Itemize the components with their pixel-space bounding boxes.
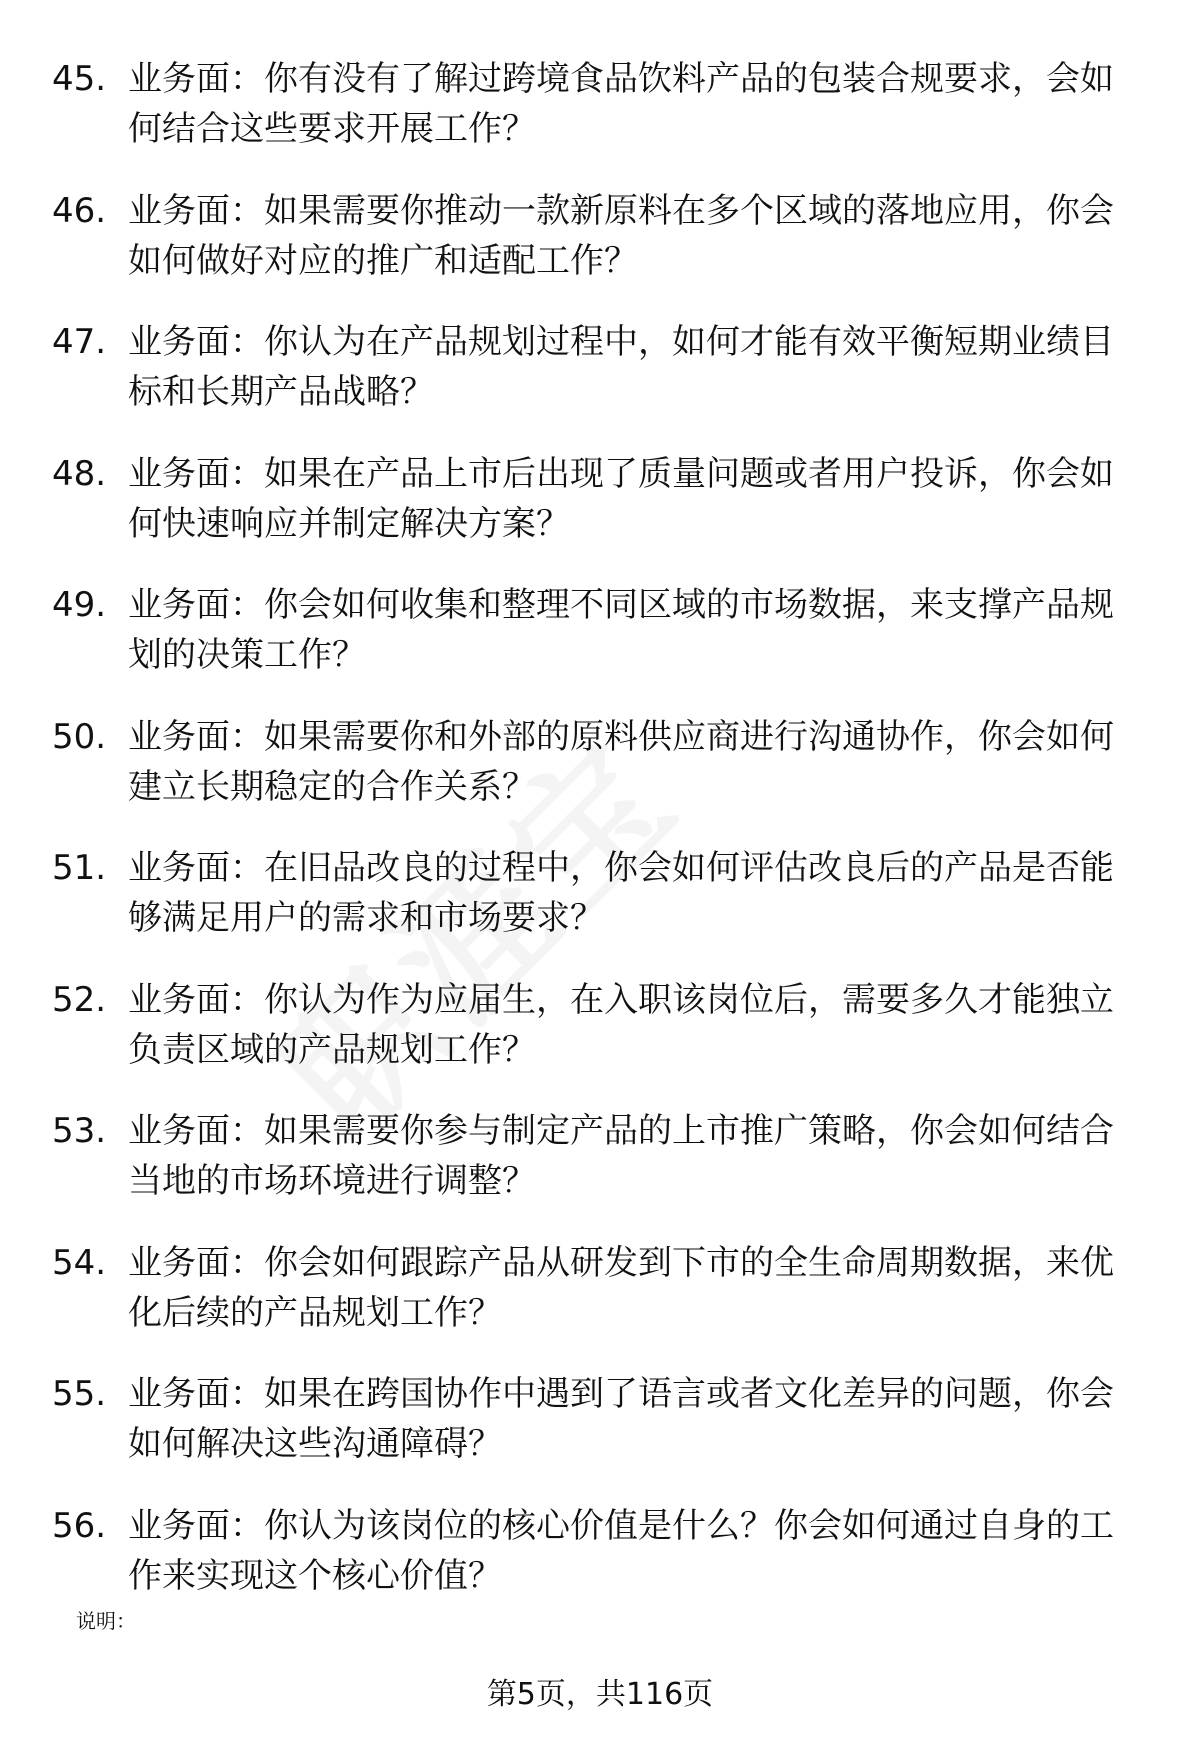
question-number: 46.: [52, 190, 107, 231]
question-item-54: [0, 1238, 1200, 1370]
question-item-55: [0, 1369, 1200, 1501]
question-number: 54.: [52, 1242, 107, 1283]
note-label: 说明：: [76, 1609, 136, 1633]
question-item-47: [0, 317, 1200, 449]
question-item-51: [0, 843, 1200, 975]
question-text: 业务面：如果在跨国协作中遇到了语言或者文化差异的问题，你会如何解决这些沟通障碍？: [128, 1374, 1114, 1464]
question-item-50: [0, 712, 1200, 844]
question-number: 45.: [52, 59, 107, 99]
question-text: 业务面：在旧品改良的过程中，你会如何评估改良后的产品是否能够满足用户的需求和市场要求？: [128, 848, 1114, 938]
question-text: 业务面：如果在产品上市后出现了质量问题或者用户投诉，你会如何快速响应并制定解决方案？: [128, 453, 1114, 544]
question-text: 业务面：你认为该岗位的核心价值是什么？你会如何通过自身的工作来实现这个核心价值？: [128, 1505, 1114, 1596]
question-text: 业务面：如果需要你参与制定产品的上市推广策略，你会如何结合当地的市场环境进行调整？: [128, 1111, 1114, 1201]
question-item-56: [0, 1501, 1200, 1633]
question-number: 50.: [52, 716, 107, 757]
question-number: 56.: [52, 1505, 107, 1546]
question-list: [0, 54, 1200, 1632]
question-text: 业务面：如果需要你推动一款新原料在多个区域的落地应用，你会如何做好对应的推广和适配工作？: [128, 190, 1114, 281]
question-text: 业务面：你会如何跟踪产品从研发到下市的全生命周期数据，来优化后续的产品规划工作？: [128, 1242, 1114, 1333]
question-number: 49.: [52, 585, 107, 625]
question-text: 业务面：你有没有了解过跨境食品饮料产品的包装合规要求，会如何结合这些要求开展工作？: [128, 59, 1114, 149]
question-number: 47.: [52, 322, 107, 362]
question-number: 48.: [52, 453, 107, 494]
question-item-52: [0, 975, 1200, 1107]
question-item-49: [0, 580, 1200, 712]
question-text: 业务面：你认为在产品规划过程中，如何才能有效平衡短期业绩目标和长期产品战略？: [128, 322, 1114, 412]
question-item-53: [0, 1106, 1200, 1238]
question-number: 53.: [52, 1111, 107, 1151]
question-number: 52.: [52, 979, 107, 1020]
question-number: 51.: [52, 848, 107, 888]
question-text: 业务面：你认为作为应届生，在入职该岗位后，需要多久才能独立负责区域的产品规划工作？: [128, 979, 1114, 1070]
question-text: 业务面：你会如何收集和整理不同区域的市场数据，来支撑产品规划的决策工作？: [128, 585, 1114, 675]
question-item-48: [0, 449, 1200, 581]
page-footer: 第5页，共116页: [486, 1677, 714, 1712]
question-text: 业务面：如果需要你和外部的原料供应商进行沟通协作，你会如何建立长期稳定的合作关系？: [128, 716, 1114, 807]
question-item-46: [0, 186, 1200, 318]
question-item-45: [0, 54, 1200, 186]
question-number: 55.: [52, 1374, 107, 1414]
